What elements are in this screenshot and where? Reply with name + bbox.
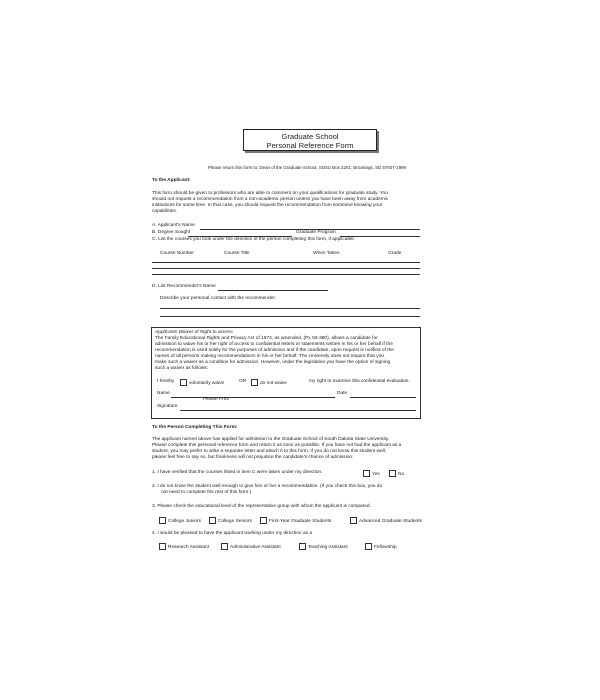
column-course-title: Course Title xyxy=(224,251,250,256)
describe-contact-line-2[interactable] xyxy=(160,316,420,317)
question-2-line-2: not need to complete the rest of this form.) xyxy=(161,490,252,495)
voluntarily-waive-label: voluntarily waive xyxy=(189,380,225,386)
waiver-date-field[interactable] xyxy=(350,397,416,398)
graduate-program-label: Graduate Program xyxy=(296,230,336,235)
column-when-taken: When Taken xyxy=(313,251,340,256)
q4-administrative-label: Administrative Assistant xyxy=(230,544,281,550)
q3-option-seniors[interactable] xyxy=(209,517,252,525)
describe-contact-line-1[interactable] xyxy=(160,308,420,309)
q3-advanced-checkbox[interactable] xyxy=(350,517,357,524)
waiver-please-print: Please Print xyxy=(203,397,229,402)
question-4: 4. I would be pleased to have the applicant working under my direction as a xyxy=(152,531,312,536)
q4-option-teaching[interactable] xyxy=(299,543,348,551)
q4-administrative-checkbox[interactable] xyxy=(221,543,228,550)
column-course-number: Course Number xyxy=(160,251,194,256)
q4-option-administrative[interactable] xyxy=(221,543,281,551)
q1-yes-option[interactable] xyxy=(363,470,380,478)
q3-juniors-checkbox[interactable] xyxy=(159,517,166,524)
waiver-or: OR xyxy=(239,379,247,384)
waiver-option-not-waive[interactable] xyxy=(251,379,287,387)
do-not-waive-label: do not waive xyxy=(260,380,287,386)
recommender-name-label: D. List Recommender's Name xyxy=(152,284,216,289)
q4-option-research[interactable] xyxy=(159,543,209,551)
q3-advanced-label: Advanced Graduate Students xyxy=(359,518,422,524)
course-row-2[interactable] xyxy=(152,268,420,269)
voluntarily-waive-checkbox[interactable] xyxy=(180,379,187,386)
waiver-right-text: my right to examine this confidential evaluation. xyxy=(309,379,410,384)
describe-contact-label: Describe your personal contact with the recommender. xyxy=(160,296,276,301)
waiver-signature-field[interactable] xyxy=(180,410,416,411)
recommender-intro-2: Please complete this personal reference form and return it as soon as possible. If you have not had the applicant as a xyxy=(152,443,402,448)
applicant-heading: To the Applicant: xyxy=(152,178,191,183)
waiver-text-4: names of all persons making recommendations in his or her behalf. The University does not require that you xyxy=(155,354,384,359)
waiver-date-label: Date xyxy=(337,391,348,396)
q1-yes-label: Yes xyxy=(372,471,380,477)
recommender-intro-4: please feel free to say so, but frankness will not prejudice the candidate's chance of admission. xyxy=(152,455,354,460)
waiver-name-field[interactable] xyxy=(171,397,335,398)
q3-option-first-year[interactable] xyxy=(260,517,331,525)
applicant-intro-4: capabilities. xyxy=(152,209,178,214)
column-grade: Grade xyxy=(388,251,402,256)
question-3: 3. Please check the educational level of the representative group with whom the applicant is compared. xyxy=(152,504,371,509)
recommender-intro-1: The applicant named above has applied for admission to the Graduate School of South Dakota State University. xyxy=(152,437,390,442)
q3-juniors-label: College Juniors xyxy=(168,518,202,524)
question-2-line-1: 2. I do not know the student well enough to give him or her a recommendation. (If you check this box, you do xyxy=(152,484,383,489)
applicant-intro-1: This form should be given to professors who are able to comment on your qualifications for graduate study. You xyxy=(152,191,388,196)
q1-no-option[interactable] xyxy=(389,470,404,478)
degree-sought-label: B. Degree Sought xyxy=(152,230,191,235)
do-not-waive-checkbox[interactable] xyxy=(251,379,258,386)
question-1: 1. I have verified that the courses listed in item C were taken under my direction. xyxy=(152,470,323,475)
q4-research-checkbox[interactable] xyxy=(159,543,166,550)
q3-first-year-label: First-Year Graduate Students xyxy=(269,518,332,524)
applicant-intro-3: institutions for some time. In that case, you should request the recommendation from someone knowing your xyxy=(152,203,383,208)
waiver-text-2: admission to waive his or her right of access to confidential letters or statements written in his or her behalf if the xyxy=(155,342,393,347)
waiver-text-1: The Family Educational Rights and Privacy Act of 1974, as amended, (PL 93-380), allows a candidate for xyxy=(155,336,378,341)
waiver-name-label: Name xyxy=(157,391,170,396)
course-row-1[interactable] xyxy=(152,262,420,263)
waiver-hereby: I hereby xyxy=(157,379,175,384)
q4-option-fellowship[interactable] xyxy=(365,543,397,551)
applicant-name-label: A. Applicant's Name xyxy=(152,223,195,228)
q3-first-year-checkbox[interactable] xyxy=(260,517,267,524)
courses-label: C. List the courses you took under the direction of the person completing this form, if applicable. xyxy=(152,237,356,242)
q4-fellowship-checkbox[interactable] xyxy=(365,543,372,550)
form-title-line2: Personal Reference Form xyxy=(266,141,354,150)
form-title-box xyxy=(243,129,377,151)
course-row-3[interactable] xyxy=(152,274,420,275)
q1-yes-checkbox[interactable] xyxy=(363,470,370,477)
waiver-signature-label: Signature xyxy=(157,404,178,409)
q4-research-label: Research Assistant xyxy=(168,544,210,550)
recommender-intro-3: student, you may prefer to write a separate letter and attach it to this form. If you do not know this student well, xyxy=(152,449,387,454)
waiver-text-5: make such a waiver as a condition for admission. However, under the legislation you have the option of signing xyxy=(155,360,391,365)
form-title-line1: Graduate School xyxy=(281,132,339,141)
q4-fellowship-label: Fellowship xyxy=(374,544,397,550)
q3-option-juniors[interactable] xyxy=(159,517,201,525)
applicant-intro-2: should not request a recommendation from a non-academic person unless you have been away from academic xyxy=(152,197,389,202)
waiver-heading: Applicants Waiver of Right to access xyxy=(155,330,233,335)
q4-teaching-checkbox[interactable] xyxy=(299,543,306,550)
q1-no-label: No xyxy=(398,471,405,477)
q4-teaching-label: Teaching Assistant xyxy=(308,544,348,550)
q3-seniors-checkbox[interactable] xyxy=(209,517,216,524)
q3-seniors-label: College Seniors xyxy=(218,518,252,524)
waiver-text-3: recommendation is used solely for the purposes of admission and if the candidate, upon request is notified of the xyxy=(155,348,394,353)
waiver-text-6: such a waiver as follows: xyxy=(155,366,209,371)
q1-no-checkbox[interactable] xyxy=(389,470,396,477)
recommender-heading: To the Person Completing This Form: xyxy=(152,425,238,430)
waiver-option-waive[interactable] xyxy=(180,379,224,387)
return-notice: Please return this form to: Dean of the Graduate School, SDSU Box 2201; Brookings, SD 57007-1999 xyxy=(208,165,406,170)
q3-option-advanced[interactable] xyxy=(350,517,422,525)
recommender-name-field[interactable] xyxy=(218,290,328,291)
